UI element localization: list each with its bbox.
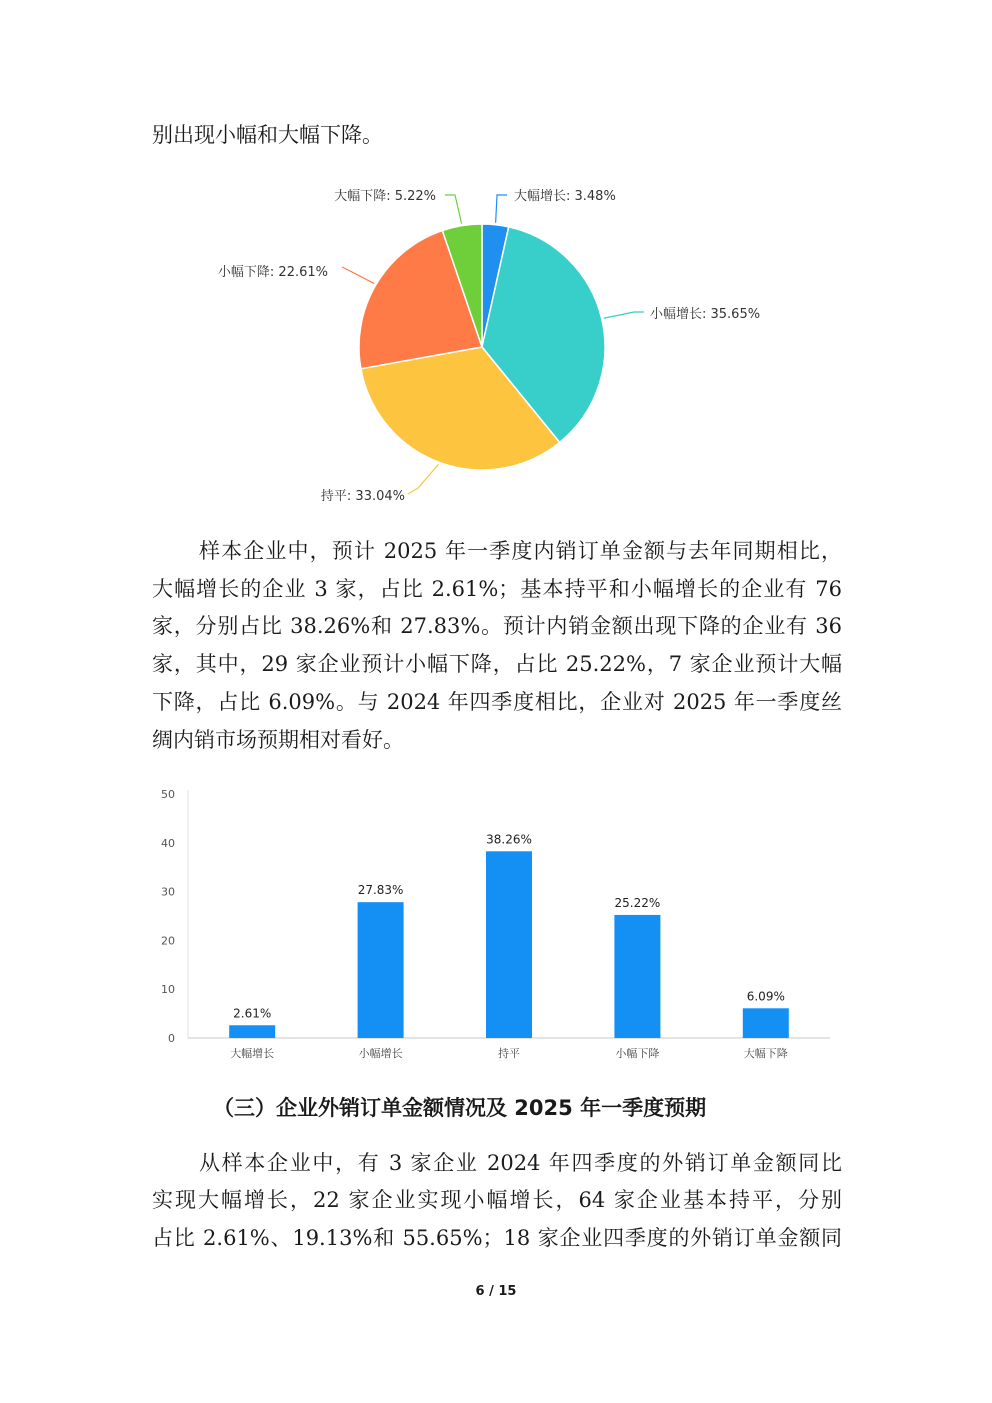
domestic-paragraph-line: 样本企业中，预计 2025 年一季度内销订单金额与去年同期相比， [199, 539, 842, 563]
domestic-paragraph-line: 家，其中，29 家企业预计小幅下降，占比 25.22%，7 家企业预计大幅 [152, 652, 842, 676]
intro-tail-text: 别出现小幅和大幅下降。 [152, 123, 383, 147]
bar-data-label: 38.26% [486, 832, 532, 847]
pie-leader-line [604, 312, 644, 318]
bar [486, 851, 532, 1038]
y-tick-label: 50 [161, 788, 175, 801]
pie-slice-label: 持平: 33.04% [320, 489, 405, 504]
pie-slice-label: 大幅下降: 5.22% [334, 189, 436, 204]
x-tick-label: 小幅下降 [615, 1047, 660, 1060]
export-paragraph-line: 占比 2.61%、19.13%和 55.65%；18 家企业四季度的外销订单金额同 [152, 1226, 842, 1250]
domestic-paragraph-line: 下降，占比 6.09%。与 2024 年四季度相比，企业对 2025 年一季度丝 [152, 690, 842, 714]
bar-data-label: 6.09% [746, 989, 785, 1004]
pie-leader-line [408, 464, 439, 494]
y-tick-label: 40 [161, 836, 175, 850]
y-tick-label: 10 [161, 983, 175, 997]
page-total: 15 [498, 1284, 517, 1299]
section-heading: （三）企业外销订单金额情况及 2025 年一季度预期 [213, 1096, 707, 1120]
bar-data-label: 2.61% [233, 1006, 272, 1021]
export-paragraph-line: 实现大幅增长，22 家企业实现小幅增长，64 家企业基本持平，分别 [152, 1188, 842, 1212]
domestic-paragraph-line: 大幅增长的企业 3 家，占比 2.61%；基本持平和小幅增长的企业有 76 [152, 577, 842, 601]
x-tick-label: 大幅下降 [743, 1047, 788, 1060]
x-tick-label: 小幅增长 [358, 1047, 403, 1060]
pie-slice-label: 小幅下降: 22.61% [217, 265, 328, 280]
domestic-paragraph-line: 家，分别占比 38.26%和 27.83%。预计内销金额出现下降的企业有 36 [152, 614, 842, 638]
bar [743, 1008, 789, 1038]
x-tick-label: 大幅增长 [230, 1047, 275, 1060]
y-tick-label: 0 [168, 1032, 175, 1045]
bar-data-label: 25.22% [614, 895, 661, 910]
domestic-paragraph-line: 绸内销市场预期相对看好。 [152, 728, 404, 752]
y-tick-label: 20 [161, 934, 175, 948]
pie-leader-line [445, 195, 462, 224]
pie-slice-label: 小幅增长: 35.65% [650, 307, 761, 322]
export-paragraph-line: 从样本企业中，有 3 家企业 2024 年四季度的外销订单金额同比 [199, 1151, 842, 1175]
bar [229, 1025, 275, 1038]
pie-chart [217, 172, 792, 512]
bar-data-label: 27.83% [357, 883, 404, 898]
page-number [0, 1284, 992, 1299]
pie-slice-label: 大幅增长: 3.48% [514, 189, 616, 204]
y-tick-label: 30 [161, 885, 175, 899]
page-separator: / [489, 1284, 494, 1299]
pie-leader-line [342, 267, 374, 284]
x-tick-label: 持平 [498, 1047, 520, 1060]
bar-chart [140, 778, 840, 1070]
pie-leader-line [496, 195, 507, 223]
bar [358, 902, 404, 1038]
page-current: 6 [475, 1284, 485, 1299]
bar [614, 915, 660, 1038]
